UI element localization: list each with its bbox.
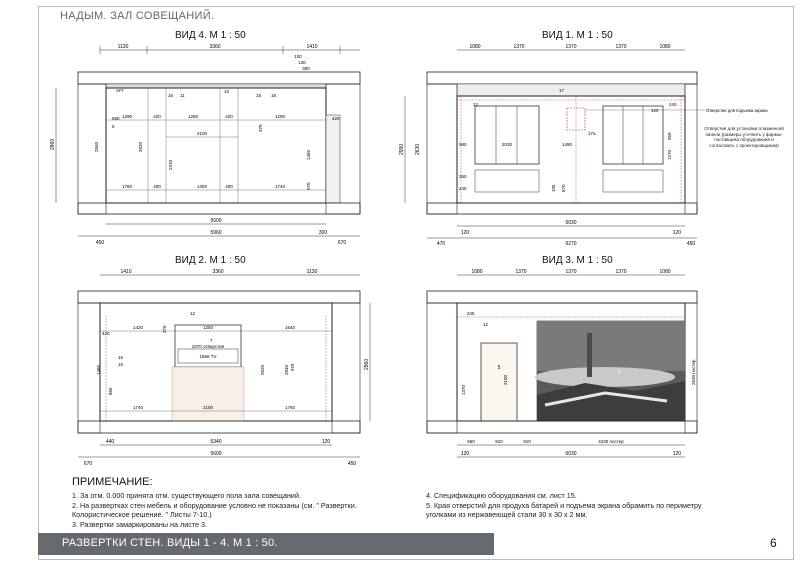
v3-dim-bottom-3: 910 <box>523 439 531 444</box>
v1-dim-top-4: 1370 <box>615 44 627 50</box>
v3-dim-bottom-4: 4230 постер <box>598 439 624 444</box>
v4-label-15: 15 <box>256 93 262 98</box>
v4-dim-inner-3: 1250 <box>187 114 199 119</box>
view-2-title: ВИД 2. М 1 : 50 <box>175 255 246 266</box>
v1-dim-top-3: 1370 <box>565 44 577 50</box>
project-title: НАДЫМ. ЗАЛ СОВЕЩАНИЙ. <box>60 10 215 22</box>
v3-dim-top-3: 1370 <box>565 269 577 275</box>
v2-dim-top-3: 1130 <box>306 269 318 275</box>
v4-dim-mid-1: 2100 <box>196 131 208 136</box>
v3-dim-left-1: 1370 <box>461 384 466 395</box>
page-number: 6 <box>770 536 777 550</box>
v2-label-7: 7 <box>210 338 213 343</box>
v2-label-12: 12 <box>190 311 196 316</box>
v4-dim-left-2: 2840 <box>94 141 99 152</box>
v4-label-420: 420 <box>332 116 340 121</box>
v2-dim-mid-1: 2100 <box>202 405 214 410</box>
v4-dim-bottom-2: 400 <box>153 184 161 189</box>
v4-dim-inner-4: 420 <box>225 114 233 119</box>
v3-dim-edge-2: 120 <box>672 451 682 457</box>
v1-dim-inner-1: 2030 <box>501 142 513 147</box>
v2-dim-top-2: 3360 <box>212 269 224 275</box>
v4-dim-inner-5: 1290 <box>274 114 286 119</box>
v1-label-17: 17 <box>559 88 565 93</box>
v2-dim-bottom-1: 1740 <box>132 405 144 410</box>
v4-label-11: 11 <box>180 93 185 98</box>
note-5: 5. Края отверстий для продуха батарей и подъема экрана обрамить по периметру <box>426 501 702 510</box>
v4-dim-total-2: 5960 <box>210 230 222 236</box>
v1-dim-edge-1: 470 <box>436 241 446 247</box>
v4-label-16: 16 <box>168 93 174 98</box>
v1-dim-inner-2: 1490 <box>561 142 573 147</box>
v2-dim-inner-2: 1250 <box>202 325 214 330</box>
v4-dim-top-2: 3360 <box>209 44 221 50</box>
v3-dim-bottom-2: 910 <box>495 439 503 444</box>
v1-label-1270: 1270 <box>667 149 672 160</box>
v3-label-12: 12 <box>483 322 489 327</box>
v2-dim-inner-1: 1420 <box>132 325 144 330</box>
v1-annotation-plasma: Отверстия для установки плазменной панели (размеры уточнить у фирмы-поставщика оборудования и согласовать с проектировщиком) <box>704 126 784 148</box>
v2-tv-label-1: 1070 отверстие <box>191 344 225 349</box>
v4-dim-bottom-5: 1740 <box>274 184 286 189</box>
v4-dim-bottom-1: 1760 <box>121 184 133 189</box>
v3-label-245: 245 <box>467 311 475 316</box>
v1-label-12: 12 <box>473 102 479 107</box>
v3-dim-total-1: 6030 <box>565 451 577 457</box>
note-3: 3. Развертки замаркированы на листе 3. <box>72 520 207 529</box>
v2-dim-left-4: 2960 <box>364 358 370 370</box>
v4-dim-left-1: 2960 <box>50 138 56 150</box>
notes-heading: ПРИМЕЧАНИЕ: <box>72 476 153 488</box>
v2-label-860: 860 <box>108 387 113 395</box>
v4-label-560: 560 <box>112 116 120 121</box>
v4-dim-top2-1: 100 <box>294 54 302 59</box>
v1-dim-total-2: 6270 <box>565 241 577 247</box>
v2-dim-total-1: 5340 <box>210 439 222 445</box>
v1-label-240: 240 <box>669 102 677 107</box>
v2-dim-left-2: 2620 <box>260 364 265 375</box>
v4-dim-edge-3: 670 <box>337 240 347 246</box>
v2-dim-left-3: 2840 <box>284 364 289 375</box>
v4-dim-edge-2: 300 <box>318 230 328 236</box>
v2-tv-label-2: 1556 TV <box>199 354 217 359</box>
v2-label-16: 16 <box>118 362 124 367</box>
v2-dim-bottom-2: 1760 <box>284 405 296 410</box>
v2-dim-edge-2: 440 <box>105 439 115 445</box>
v2-dim-left-1: 1485 <box>96 364 101 375</box>
v4-label-jrt: ЯРТ <box>116 88 124 93</box>
v4-dim-top-1: 1130 <box>117 44 129 50</box>
v1-dim-left-2: 2630 <box>415 143 421 155</box>
v2-label-420: 420 <box>102 331 110 336</box>
v4-label-18: 18 <box>271 93 277 98</box>
v2-dim-edge-1: 670 <box>83 461 93 467</box>
v4-dim-inner-2: 420 <box>153 114 161 119</box>
v3-dim-top-4: 1370 <box>615 269 627 275</box>
v1-label-420: 420 <box>651 108 659 113</box>
v2-dim-inner-3: 1640 <box>284 325 296 330</box>
v3-dim-top-5: 1080 <box>659 269 671 275</box>
v1-dim-total-1: 6030 <box>565 220 577 226</box>
note-2: 2. На развертках стен мебель и оборудование условно не показаны (см. " Развертки. <box>72 501 357 510</box>
v4-dim-bottom-4: 400 <box>225 184 233 189</box>
v4-label-970: 970 <box>306 182 311 190</box>
note-5-continued: уголками из нержавеющей стали 30 x 30 x 2 мм. <box>426 510 588 519</box>
v4-dim-edge-1: 450 <box>95 240 105 246</box>
v1-annotation-screen: Отверстие для подъема экрана <box>706 108 768 113</box>
v1-dim-edge-4: 450 <box>686 241 696 247</box>
view-1-title: ВИД 1. М 1 : 50 <box>542 30 613 41</box>
v1-label-950: 950 <box>667 132 672 140</box>
view-4-drawing <box>40 40 380 250</box>
v4-dim-left-3: 2620 <box>138 141 143 152</box>
v4-dim-top2-2: 130 <box>298 60 306 65</box>
v2-label-975: 975 <box>290 363 295 371</box>
v1-dim-top-2: 1370 <box>513 44 525 50</box>
note-1: 1. За отм. 0.000 принята отм. существующего пола зала совещаний. <box>72 491 301 500</box>
view-2-drawing <box>40 265 380 470</box>
v4-dim-mid-2: 2310 <box>168 159 173 170</box>
v3-label-8: 8 <box>618 369 621 374</box>
view-3-title: ВИД 3. М 1 : 50 <box>542 255 613 266</box>
v4-dim-inner-1: 1290 <box>121 114 133 119</box>
v4-label-6: 6 <box>112 124 115 129</box>
v2-dim-edge-4: 450 <box>347 461 357 467</box>
v1-dim-left-3: 980 <box>459 142 467 147</box>
v3-poster-height: 2630 постер <box>691 359 696 385</box>
v3-dim-top-1: 1080 <box>471 269 483 275</box>
v1-label-105: 105 <box>551 184 556 192</box>
v1-label-17a: 17а <box>588 131 596 136</box>
v2-dim-edge-3: 120 <box>321 439 331 445</box>
view-3-drawing <box>395 265 735 470</box>
v1-dim-left-4: 360 <box>459 174 467 179</box>
v4-label-12: 12 <box>224 89 230 94</box>
footer-title: РАЗВЕРТКИ СТЕН. ВИДЫ 1 - 4. М 1 : 50. <box>62 537 278 549</box>
v4-dim-total-1: 5600 <box>210 218 222 224</box>
v3-dim-left-2: 2100 <box>503 374 508 385</box>
v1-dim-edge-3: 120 <box>672 230 682 236</box>
v3-dim-bottom-1: 560 <box>467 439 475 444</box>
note-4: 4. Спецификацию оборудования см. лист 15. <box>426 491 577 500</box>
v1-dim-top-5: 1080 <box>659 44 671 50</box>
v1-dim-left-1: 2990 <box>399 143 405 155</box>
v1-dim-edge-2: 120 <box>460 230 470 236</box>
v2-label-370: 370 <box>162 325 167 333</box>
v2-dim-top-1: 1410 <box>120 269 132 275</box>
v1-dim-top-1: 1080 <box>469 44 481 50</box>
v2-label-15: 15 <box>118 355 124 360</box>
v4-dim-top-3: 1410 <box>306 44 318 50</box>
view-4-title: ВИД 4. М 1 : 50 <box>175 30 246 41</box>
v1-dim-left-5: 240 <box>459 186 467 191</box>
v4-dim-top2-3: 300 <box>302 66 310 71</box>
v4-label-370: 370 <box>258 124 263 132</box>
v2-dim-total-2: 5600 <box>210 451 222 457</box>
v4-dim-bottom-3: 1300 <box>196 184 208 189</box>
v4-label-1465: 1465 <box>306 149 311 160</box>
note-2-continued: Колористическое решение. " Листы 7-10.) <box>72 510 212 519</box>
v3-dim-edge-1: 120 <box>460 451 470 457</box>
v3-door-label: 5 <box>497 365 501 371</box>
v3-dim-top-2: 1370 <box>515 269 527 275</box>
v1-label-870: 870 <box>561 184 566 192</box>
view-1-drawing <box>395 40 790 250</box>
